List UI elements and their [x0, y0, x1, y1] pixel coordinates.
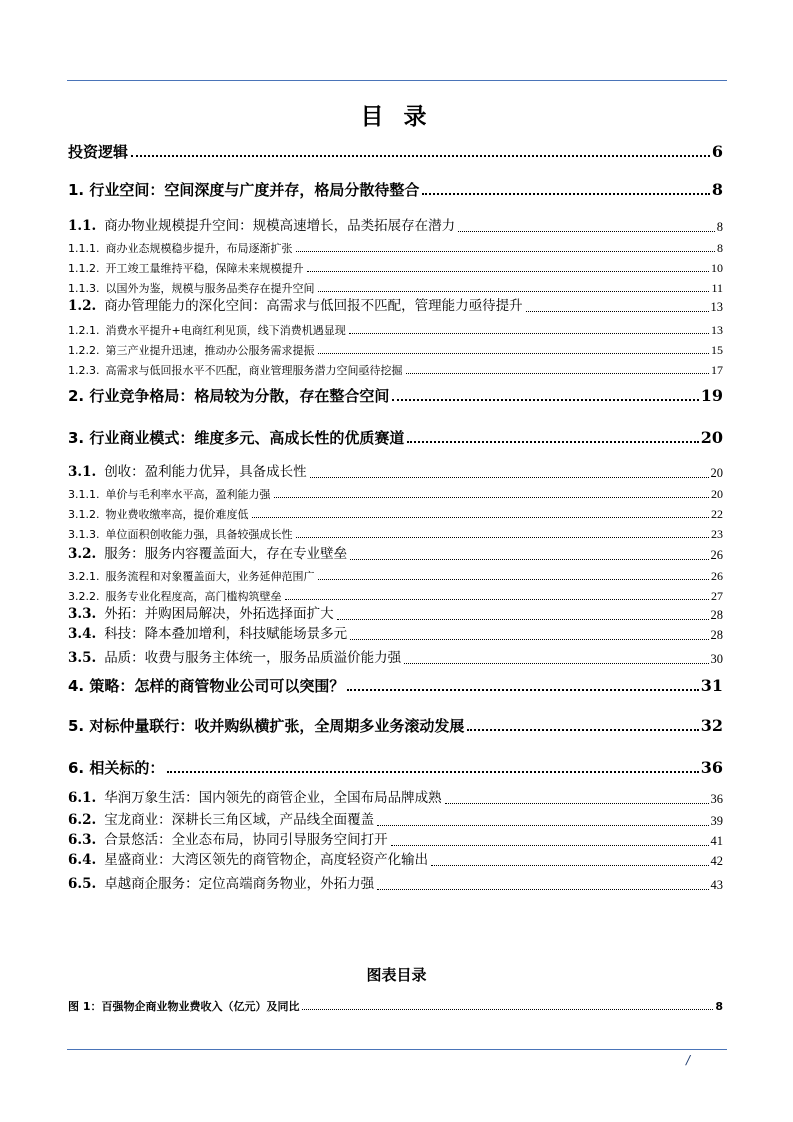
toc-entry-title: 消费水平提升+电商红利见顶，线下消费机遇显现	[105, 324, 346, 337]
toc-entry[interactable]	[68, 652, 723, 666]
toc-entry-page: 8	[711, 180, 723, 199]
toc-entry-title: 科技：降本叠加增利，科技赋能场景多元	[104, 626, 348, 642]
toc-entry-text	[68, 489, 271, 500]
dot-leader	[167, 771, 698, 773]
toc-entry-page: 20	[711, 487, 723, 501]
toc-entry[interactable]	[68, 364, 723, 376]
toc-entry-title: 开工竣工量维持平稳，保障未来规模提升	[105, 262, 304, 275]
dot-leader	[318, 353, 710, 354]
toc-entry-page: 22	[711, 507, 723, 521]
toc-entry-title: 服务专业化程度高，高门槛构筑壁垒	[105, 590, 282, 603]
toc-entry[interactable]	[68, 220, 723, 234]
toc-entry-page: 13	[711, 323, 723, 337]
toc-entry-title: 服务流程和对象覆盖面大，业务延伸范围广	[105, 570, 315, 583]
toc-entry-number: 6.	[68, 759, 85, 777]
toc-entry-title: 商办管理能力的深化空间：高需求与低回报不匹配，管理能力亟待提升	[104, 298, 523, 314]
toc-entry-text	[68, 591, 282, 602]
dot-leader	[310, 477, 709, 478]
toc-entry-page: 36	[700, 758, 723, 777]
toc-entry-page: 20	[700, 428, 723, 447]
toc-entry-number: 4.	[68, 677, 85, 695]
toc-entry-text	[68, 628, 347, 642]
toc-entry-page: 20	[710, 466, 723, 480]
toc-entry-title: 高需求与低回报水平不匹配，商业管理服务潜力空间亟待挖掘	[105, 364, 403, 377]
toc-entry-number: 1.2.2.	[68, 344, 100, 357]
toc-entry-text	[68, 243, 293, 254]
dot-leader	[431, 865, 708, 866]
toc-entry-text	[68, 652, 401, 666]
toc-entry-page: 11	[711, 281, 723, 295]
toc-entry-page: 8	[717, 241, 723, 255]
dot-leader	[406, 373, 710, 374]
toc-entry[interactable]	[68, 678, 723, 694]
toc-entry[interactable]	[68, 718, 723, 734]
toc-entry-number: 6.1.	[68, 790, 97, 806]
toc-entry-title: 创收：盈利能力优异，具备成长性	[104, 464, 307, 480]
toc-entry-number: 3.1.	[68, 464, 97, 480]
toc-entry-title: 对标仲量联行：收并购纵横扩张，全周期多业务滚动发展	[89, 717, 465, 735]
toc-entry[interactable]	[68, 466, 723, 480]
toc-entry-title: 相关标的：	[89, 759, 165, 777]
dot-leader	[302, 1009, 713, 1010]
dot-leader	[391, 845, 709, 846]
toc-entry[interactable]	[68, 760, 723, 776]
toc-entry-title: 行业空间：空间深度与广度并存，格局分散待整合	[89, 181, 420, 199]
dot-leader	[458, 231, 715, 232]
toc-entry-page: 26	[710, 548, 723, 562]
toc-entry-title: 卓越商企服务：定位高端商务物业，外拓力强	[104, 876, 375, 892]
toc-entry-page: 36	[710, 792, 723, 806]
toc-entry[interactable]	[68, 144, 723, 160]
toc-entry-title: 第三产业提升迅速，推动办公服务需求提振	[105, 344, 315, 357]
toc-entry-title: 策略：怎样的商管物业公司可以突围？	[89, 677, 345, 695]
toc-entry-page: 27	[711, 589, 723, 603]
toc-entry[interactable]	[68, 854, 723, 868]
toc-entry-number: 6.4.	[68, 852, 97, 868]
toc-entry-text	[68, 145, 128, 160]
toc-entry-text	[68, 300, 523, 314]
toc-entry-text	[68, 365, 403, 376]
toc-entry[interactable]	[68, 488, 723, 500]
toc-entry-page: 41	[710, 834, 723, 848]
dot-leader	[131, 155, 710, 157]
toc-entry[interactable]	[68, 182, 723, 198]
toc-entry-number: 1.	[68, 181, 85, 199]
toc-entry-page: 26	[711, 569, 723, 583]
toc-title: 目 录	[360, 104, 433, 130]
toc-entry[interactable]	[68, 344, 723, 356]
toc-entry-page: 32	[700, 716, 723, 735]
dot-leader	[337, 619, 709, 620]
toc-entry-text	[68, 679, 344, 694]
toc-entry-page: 28	[710, 608, 723, 622]
toc-entry-number: 1.2.	[68, 298, 97, 314]
toc-entry-text	[68, 878, 374, 892]
toc-entry-text	[68, 719, 464, 734]
toc-entry-title: 行业竞争格局：格局较为分散，存在整合空间	[89, 387, 390, 405]
toc-entry[interactable]	[68, 528, 723, 540]
toc-entry[interactable]	[68, 628, 723, 642]
toc-entry-number: 3.2.1.	[68, 570, 100, 583]
toc-entry-title: 以国外为鉴，规模与服务品类存在提升空间	[105, 282, 315, 295]
dot-leader	[296, 537, 710, 538]
toc-entry-title: 单位面积创收能力强，具备较强成长性	[105, 528, 293, 541]
toc-entry-title: 外拓：并购困局解决，外拓选择面扩大	[104, 606, 334, 622]
toc-entry-title: 合景悠活：全业态布局，协同引导服务空间打开	[104, 832, 388, 848]
toc-entry-page: 39	[710, 814, 723, 828]
figure-entry-page: 8	[715, 1000, 723, 1013]
toc-entry-number: 1.1.	[68, 218, 97, 234]
toc-entry-text	[68, 345, 315, 356]
toc-entry[interactable]	[68, 608, 723, 622]
figure-list-title: 图表目录	[366, 966, 427, 984]
toc-entry-text	[68, 466, 307, 480]
toc-entry[interactable]	[68, 282, 723, 294]
dot-leader	[445, 803, 709, 804]
toc-entry[interactable]	[68, 324, 723, 336]
toc-entry-title: 宝龙商业：深耕长三角区域，产品线全面覆盖	[104, 812, 375, 828]
toc-entry-text	[68, 529, 293, 540]
toc-entry-number: 3.3.	[68, 606, 97, 622]
toc-entry-text	[68, 509, 249, 520]
dot-leader	[347, 689, 698, 691]
toc-entry[interactable]	[68, 570, 723, 582]
toc-entry-number: 3.2.2.	[68, 590, 100, 603]
figure-entry[interactable]	[68, 1001, 723, 1012]
toc-entry-number: 3.1.1.	[68, 488, 100, 501]
toc-entry[interactable]	[68, 590, 723, 602]
toc-entry-number: 6.2.	[68, 812, 97, 828]
toc-entry-title: 星盛商业：大湾区领先的商管物企，高度轻资产化输出	[104, 852, 429, 868]
toc-entry-number: 1.2.3.	[68, 364, 100, 377]
toc-entry-number: 6.5.	[68, 876, 97, 892]
toc-entry-text	[68, 325, 346, 336]
toc-entry-number: 1.2.1.	[68, 324, 100, 337]
toc-entry-title: 服务：服务内容覆盖面大，存在专业壁垒	[104, 546, 348, 562]
dot-leader	[350, 559, 708, 560]
dot-leader	[377, 825, 708, 826]
toc-entry-text	[68, 761, 164, 776]
toc-entry-number: 1.1.3.	[68, 282, 100, 295]
toc-entry-number: 3.1.3.	[68, 528, 100, 541]
toc-entry-number: 3.4.	[68, 626, 97, 642]
toc-entry[interactable]	[68, 242, 723, 254]
toc-entry-page: 43	[710, 878, 723, 892]
dot-leader	[422, 193, 709, 195]
toc-entry-text	[68, 792, 442, 806]
toc-entry-number: 6.3.	[68, 832, 97, 848]
toc-entry-page: 6	[711, 142, 723, 161]
toc-entry-number: 2.	[68, 387, 85, 405]
dot-leader	[349, 333, 709, 334]
toc-entry-page: 19	[700, 386, 723, 405]
toc-entry-page: 15	[711, 343, 723, 357]
toc-entry-page: 30	[710, 652, 723, 666]
dot-leader	[350, 639, 708, 640]
toc-entry[interactable]	[68, 834, 723, 848]
toc-entry-page: 23	[711, 527, 723, 541]
dot-leader	[392, 399, 698, 401]
toc-entry-page: 13	[710, 300, 723, 314]
toc-entry[interactable]	[68, 878, 723, 892]
figure-entry-label: 图 1：百强物企商业物业费收入（亿元）及同比	[68, 1000, 300, 1013]
toc-entry[interactable]	[68, 430, 723, 446]
dot-leader	[285, 599, 710, 600]
toc-entry-number: 1.1.1.	[68, 242, 100, 255]
toc-entry-title: 商办业态规模稳步提升，布局逐渐扩张	[105, 242, 293, 255]
page-marker: /	[686, 1053, 691, 1067]
toc-entry-title: 品质：收费与服务主体统一，服务品质溢价能力强	[104, 650, 402, 666]
dot-leader	[318, 579, 710, 580]
toc-entry-title: 单价与毛利率水平高，盈利能力强	[105, 488, 271, 501]
toc-entry-text	[68, 431, 404, 446]
dot-leader	[252, 517, 710, 518]
dot-leader	[404, 663, 708, 664]
toc-entry[interactable]	[68, 262, 723, 274]
toc-entry-text	[68, 608, 334, 622]
dot-leader	[526, 311, 709, 312]
toc-entry-text	[68, 389, 389, 404]
toc-entry-title: 商办物业规模提升空间：规模高速增长，品类拓展存在潜力	[104, 218, 456, 234]
toc-entry-text	[68, 834, 388, 848]
toc-entry-page: 28	[710, 628, 723, 642]
toc-entry[interactable]	[68, 300, 723, 314]
dot-leader	[307, 271, 710, 272]
toc-entry-title: 物业费收缴率高，提价难度低	[105, 508, 249, 521]
toc-entry[interactable]	[68, 792, 723, 806]
toc-entry-number: 5.	[68, 717, 85, 735]
toc-entry-text	[68, 183, 419, 198]
footer-rule	[67, 1049, 727, 1050]
dot-leader	[296, 251, 716, 252]
toc-entry[interactable]	[68, 388, 723, 404]
toc-entry-page: 31	[700, 676, 723, 695]
toc-entry-text	[68, 263, 304, 274]
toc-entry-text	[68, 571, 315, 582]
toc-entry[interactable]	[68, 814, 723, 828]
toc-entry-page: 8	[716, 220, 723, 234]
toc-entry[interactable]	[68, 548, 723, 562]
toc-entry-text	[68, 220, 455, 234]
toc-entry-page: 42	[710, 854, 723, 868]
toc-entry-title: 行业商业模式：维度多元、高成长性的优质赛道	[89, 429, 405, 447]
toc-entry-page: 10	[711, 261, 723, 275]
dot-leader	[407, 441, 698, 443]
toc-entry-number: 3.	[68, 429, 85, 447]
toc-entry-text	[68, 854, 428, 868]
toc-entry-number: 3.5.	[68, 650, 97, 666]
dot-leader	[318, 291, 710, 292]
toc-entry-text	[68, 814, 374, 828]
dot-leader	[377, 889, 708, 890]
toc-entry-number: 3.1.2.	[68, 508, 100, 521]
toc-entry[interactable]	[68, 508, 723, 520]
toc-entry-number: 1.1.2.	[68, 262, 100, 275]
toc-entry-page: 17	[711, 363, 723, 377]
toc-entry-text	[68, 548, 347, 562]
dot-leader	[467, 729, 698, 731]
toc-entry-title: 华润万象生活：国内领先的商管企业，全国布局品牌成熟	[104, 790, 442, 806]
toc-entry-number: 3.2.	[68, 546, 97, 562]
toc-entry-text	[68, 283, 315, 294]
dot-leader	[274, 497, 710, 498]
toc-entry-title: 投资逻辑	[68, 143, 129, 161]
